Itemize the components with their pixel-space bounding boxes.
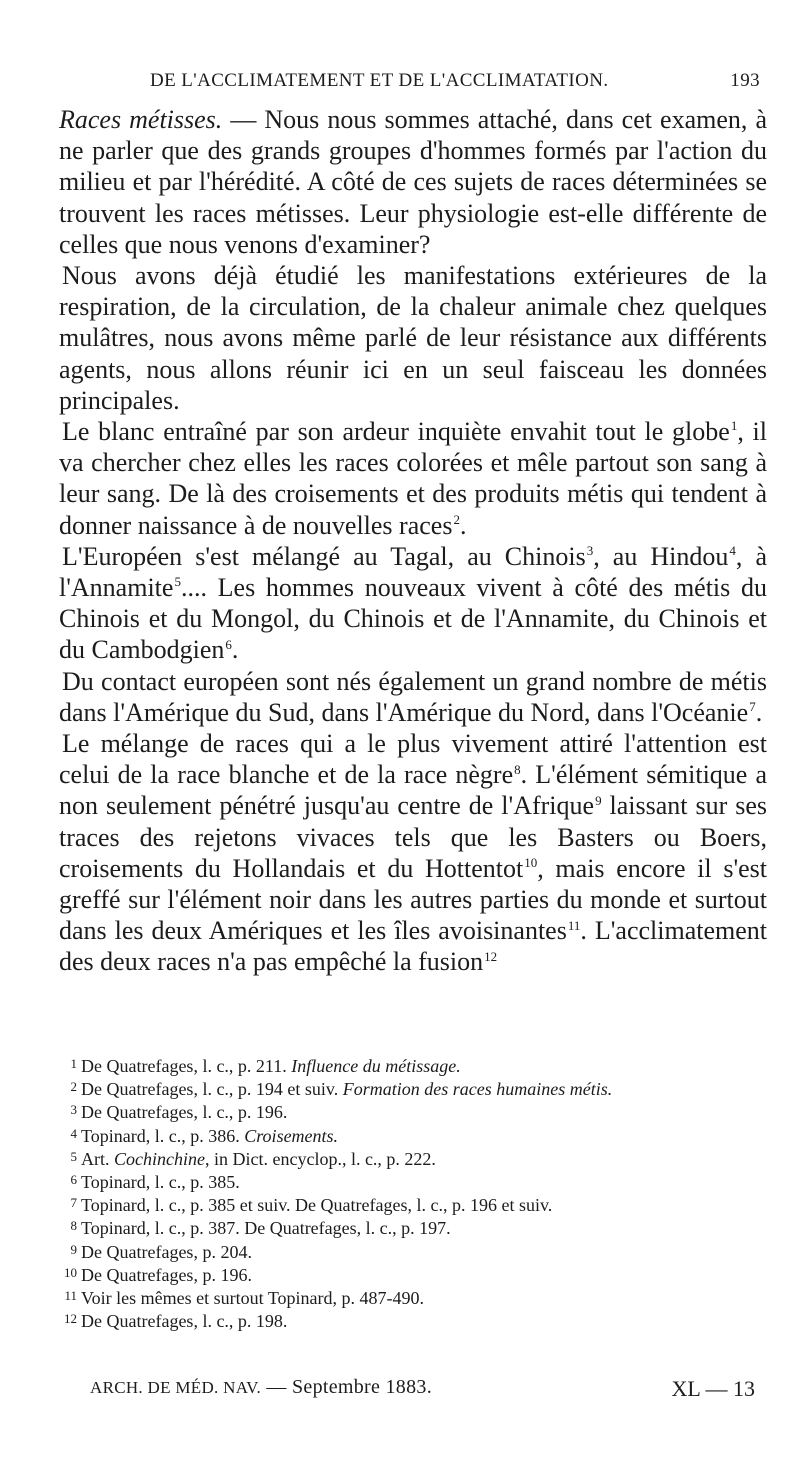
footnote-ref[interactable]: 7	[749, 699, 756, 715]
running-header	[150, 70, 760, 100]
footnote-text: Voir les mêmes et surtout Topinard, p. 487-490.	[81, 1288, 425, 1309]
footnote-title: Croisements.	[244, 1125, 339, 1146]
footnote-text: Topinard, l. c., p. 385.	[81, 1172, 240, 1193]
footnote-ref[interactable]: 8	[514, 761, 521, 777]
footnote-4	[59, 1125, 767, 1148]
footnote-text: Topinard, l. c., p. 385 et suiv. De Quatrefages, l. c., p. 196 et suiv.	[81, 1195, 553, 1216]
footnote-number: 3	[70, 1102, 77, 1118]
footnote-8	[59, 1217, 767, 1240]
footnote-number: 8	[70, 1218, 77, 1234]
journal-name: ARCH. DE MÉD. NAV.	[90, 1378, 262, 1397]
footnote-text: Topinard, l. c., p. 387. De Quatrefages, l. c., p. 197.	[81, 1218, 451, 1239]
footnote-ref[interactable]: 6	[225, 636, 232, 652]
footnote-text-tail: , in Dict. encyclop., l. c., p. 222.	[204, 1148, 436, 1169]
footnote-5	[59, 1148, 767, 1171]
footnote-ref[interactable]: 10	[524, 855, 538, 871]
footnote-text: Topinard, l. c., p. 386.	[81, 1125, 245, 1146]
footnote-number: 12	[64, 1311, 77, 1327]
footnote-7	[59, 1194, 767, 1217]
footnote-text: De Quatrefages, p. 204.	[81, 1241, 252, 1262]
paragraph-blanc: Le blanc entraîné par son ardeur inquiète envahit tout le globe$^1$, il va chercher chez elles les races colorées et mêle partout son sang à leur sang. De là des croisements et des produits métis qui tendent à donner naissance à de nouvelles races$^2$.	[59, 417, 767, 540]
footnote-number: 6	[70, 1172, 77, 1188]
section-lead: Races métisses.	[59, 105, 223, 134]
footnote-6	[59, 1171, 767, 1194]
header-title: DE L'ACCLIMATEMENT ET DE L'ACCLIMATATION.	[150, 70, 609, 91]
footnote-text: De Quatrefages, l. c., p. 194 et suiv.	[81, 1079, 343, 1100]
footnote-number: 10	[64, 1264, 77, 1280]
footer-imprint: ARCH. DE MÉD. NAV. — Septembre 1883.	[90, 1376, 432, 1398]
footnote-12	[59, 1310, 767, 1333]
footnote-number: 9	[70, 1241, 77, 1257]
footnote-title: Formation des races humaines métis.	[342, 1079, 613, 1100]
footnote-ref[interactable]: 9	[595, 792, 602, 808]
footnote-1	[59, 1055, 767, 1078]
footnote-3	[59, 1101, 767, 1124]
page-footer	[90, 1376, 755, 1406]
footnote-title: Influence du métissage.	[291, 1056, 461, 1076]
footnote-text: De Quatrefages, l. c., p. 211.	[81, 1056, 292, 1076]
footnote-ref[interactable]: 5	[174, 574, 181, 590]
footnote-10	[59, 1264, 767, 1287]
paragraph-europeen: L'Européen s'est mélangé au Tagal, au Chinois$^3$, au Hindou$^4$, à l'Annamite$^5$.... Les hommes nouveaux vivent à côté des métis du Chinois et du Mongol, du Chinois et de l'Annamite, du Chinois et du Cambodgien$^6$.	[59, 541, 767, 665]
footnote-ref[interactable]: 1	[730, 418, 738, 434]
footnote-text: De Quatrefages, l. c., p. 196.	[81, 1102, 288, 1123]
paragraph-melange: Le mélange de races qui a le plus vivement attiré l'attention est celui de la race blanche et de la race nègre$^8$. L'élément sémitique a non seulement pénétré jusqu'au centre de l'Afrique$^9$ laissant sur ses traces des rejetons vivaces tels que les Basters ou Boers, croisements du Hollandais et du Hottentot$^{10}$, mais encore il s'est greffé sur l'élément noir dans les autres parties du monde et surtout dans les deux Amériques et les îles avoisinantes$^{11}$. L'acclimatement des deux races n'a pas empêché la fusion$^{12}$	[59, 729, 768, 977]
issue-date: Septembre 1883.	[291, 1376, 432, 1398]
footnote-ref[interactable]: 12	[484, 948, 498, 964]
footnote-number: 2	[70, 1079, 77, 1095]
footnote-text: Art.	[81, 1148, 114, 1169]
footnote-ref[interactable]: 11	[567, 917, 581, 933]
paragraph-races-metisses: Races métisses. — Nous nous sommes attaché, dans cet examen, à ne parler que des grands groupes d'hommes formés par l'action du milieu et par l'hérédité. A côté de ces sujets de races déterminées se trouvent les races métisses. Leur physiologie est-elle différente de celles que nous venons d'examiner?	[59, 105, 767, 259]
paragraph-contact: Du contact européen sont nés également un grand nombre de métis dans l'Amérique du Sud, dans l'Amérique du Nord, dans l'Océanie$^7$.	[59, 666, 767, 727]
signature-mark: XL — 13	[671, 1376, 755, 1401]
footnote-number: 5	[70, 1148, 77, 1164]
footnote-number: 1	[70, 1056, 77, 1071]
footnote-text: De Quatrefages, p. 196.	[81, 1264, 252, 1285]
footnote-number: 4	[70, 1125, 77, 1141]
footnote-11	[59, 1287, 767, 1310]
footnote-2	[59, 1078, 767, 1101]
footnote-text: De Quatrefages, l. c., p. 198.	[81, 1311, 288, 1332]
footnote-9	[59, 1241, 767, 1264]
paragraph-observations: Nous avons déjà étudié les manifestations extérieures de la respiration, de la circulation, de la chaleur animale chez quelques mulâtres, nous avons même parlé de leur résistance aux différents agents, nous allons réunir ici en un seul faisceau les données principales.	[59, 261, 767, 415]
footnote-ref[interactable]: 4	[729, 543, 736, 559]
main-text	[59, 104, 767, 978]
footnote-ref[interactable]: 3	[586, 543, 594, 559]
footnotes	[59, 1055, 767, 1333]
footnote-ref[interactable]: 2	[453, 511, 460, 527]
page-number: 193	[730, 70, 760, 91]
footnote-number: 11	[64, 1288, 77, 1304]
footnote-title: Cochinchine	[114, 1148, 205, 1169]
footnote-number: 7	[70, 1195, 77, 1211]
